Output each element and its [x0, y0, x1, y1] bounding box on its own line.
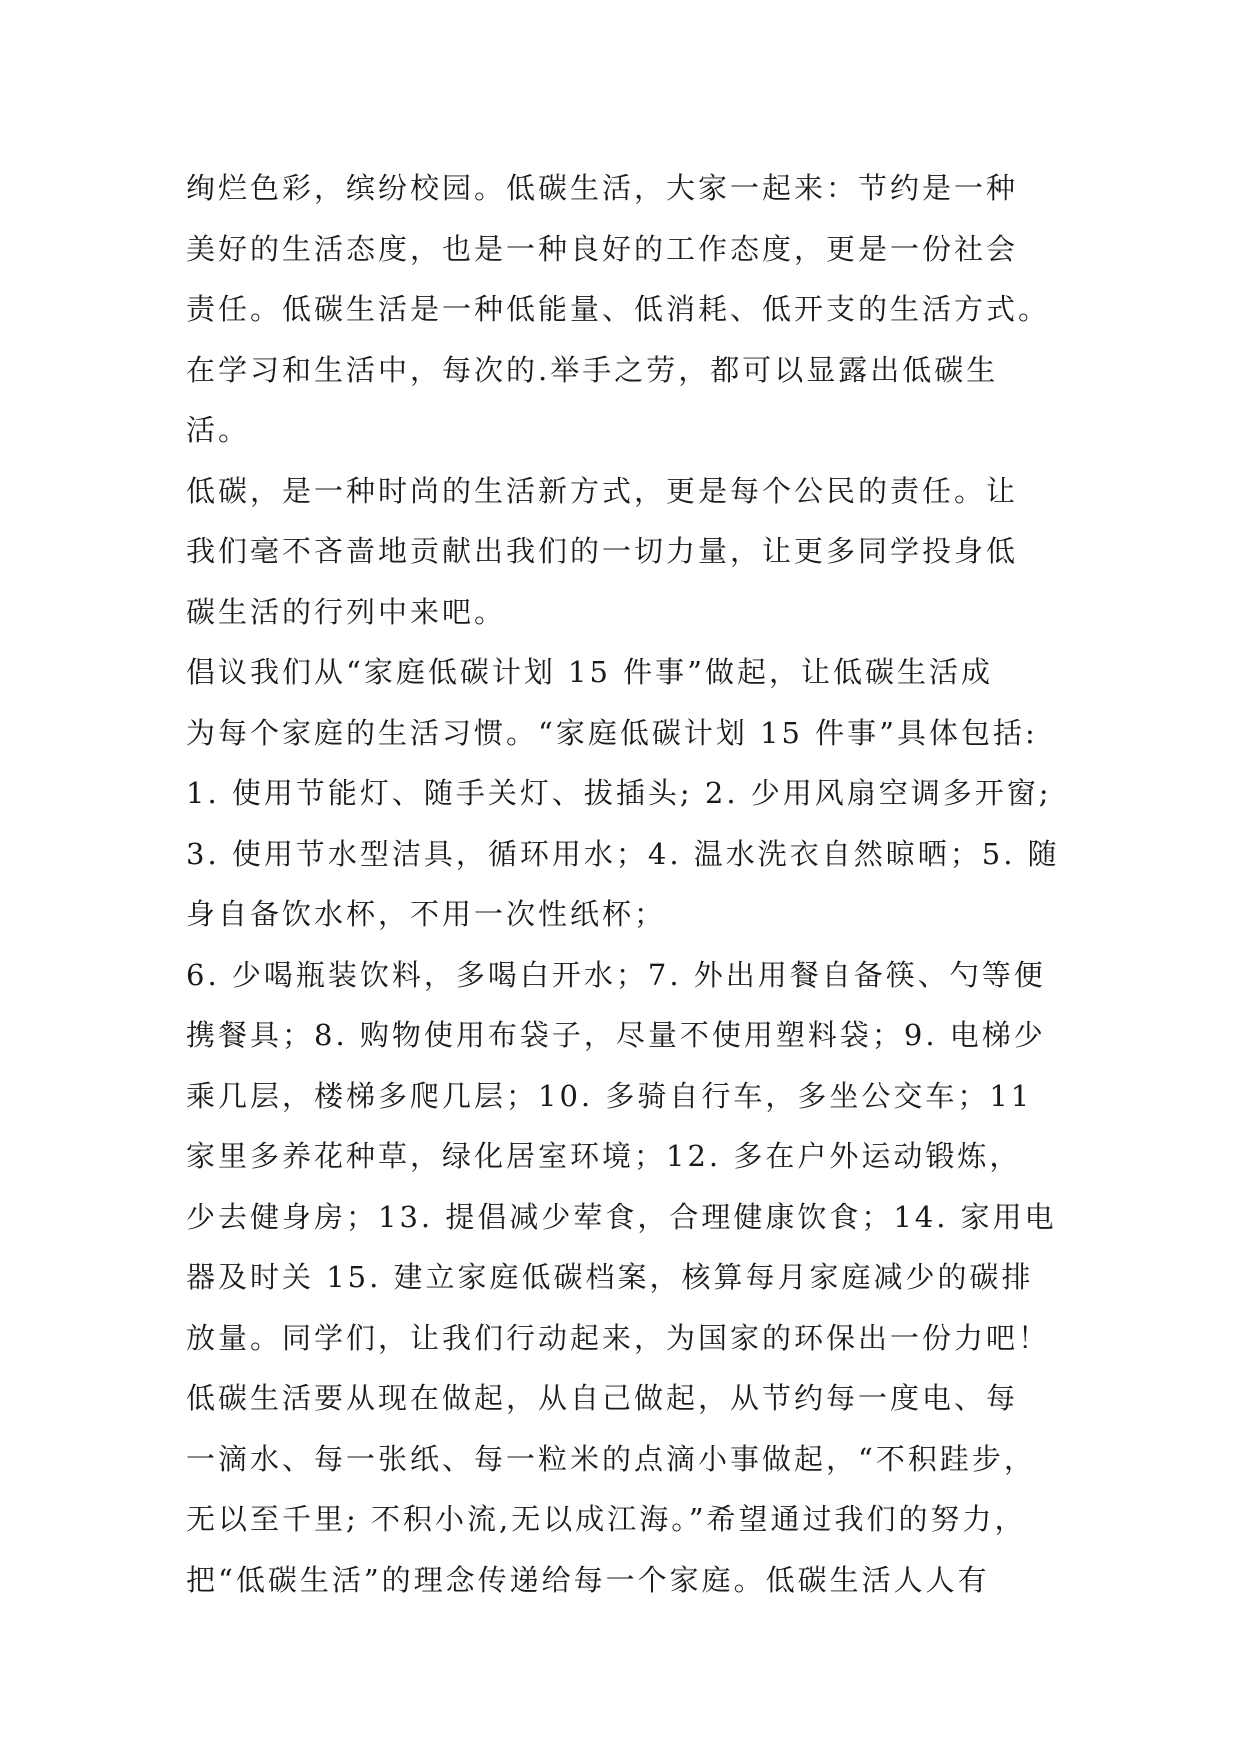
text-line: 低碳生活要从现在做起，从自己做起，从节约每一度电、每 [186, 1381, 1019, 1415]
text-line: 活。 [186, 413, 251, 447]
text-line: 在学习和生活中，每次的.举手之劳，都可以显露出低碳生 [186, 352, 999, 387]
text-line: 身自备饮水杯，不用一次性纸杯； [186, 897, 667, 931]
body-text [186, 158, 1066, 1610]
text-line: 倡议我们从“家庭低碳计划 15 件事”做起，让低碳生活成 [186, 655, 993, 689]
text-line: 1. 使用节能灯、随手关灯、拔插头; 2. 少用风扇空调多开窗; [186, 776, 1052, 810]
text-line: 器及时关 15. 建立家庭低碳档案，核算每月家庭减少的碳排 [186, 1260, 1034, 1294]
text-line: 责任。低碳生活是一种低能量、低消耗、低开支的生活方式。 [186, 292, 1051, 326]
text-line: 低碳，是一种时尚的生活新方式，更是每个公民的责任。让 [186, 473, 1019, 508]
text-line: 家里多养花种草，绿化居室环境；12. 多在户外运动锻炼， [186, 1139, 1022, 1173]
text-line: 美好的生活态度，也是一种良好的工作态度，更是一份社会 [186, 231, 1019, 266]
text-line: 把“低碳生活”的理念传递给每一个家庭。低碳生活人人有 [186, 1562, 990, 1597]
text-line: 少去健身房；13. 提倡减少荤食，合理健康饮食；14. 家用电 [186, 1199, 1057, 1234]
text-line: 3. 使用节水型洁具，循环用水；4. 温水洗衣自然晾晒；5. 随 [186, 836, 1060, 871]
text-line: 携餐具；8. 购物使用布袋子，尽量不使用塑料袋；9. 电梯少 [186, 1018, 1046, 1052]
text-line: 6. 少喝瓶装饮料，多喝白开水；7. 外出用餐自备筷、勺等便 [186, 957, 1046, 992]
text-line: 碳生活的行列中来吧。 [186, 594, 507, 629]
text-line: 我们毫不吝啬地贡献出我们的一切力量，让更多同学投身低 [186, 534, 1019, 568]
text-line: 乘几层，楼梯多爬几层；10. 多骑自行车，多坐公交车；11 [186, 1078, 1033, 1113]
text-line: 放量。同学们，让我们行动起来，为国家的环保出一份力吧！ [186, 1320, 1051, 1355]
text-line: 绚烂色彩，缤纷校园。低碳生活，大家一起来：节约是一种 [186, 171, 1019, 205]
text-line: 一滴水、每一张纸、每一粒米的点滴小事做起，“不积跬步， [186, 1441, 1036, 1476]
text-line: 无以至千里; 不积小流,无以成江海。”希望通过我们的努力， [186, 1502, 1027, 1536]
text-line: 为每个家庭的生活习惯。“家庭低碳计划 15 件事”具体包括: [186, 715, 1038, 750]
